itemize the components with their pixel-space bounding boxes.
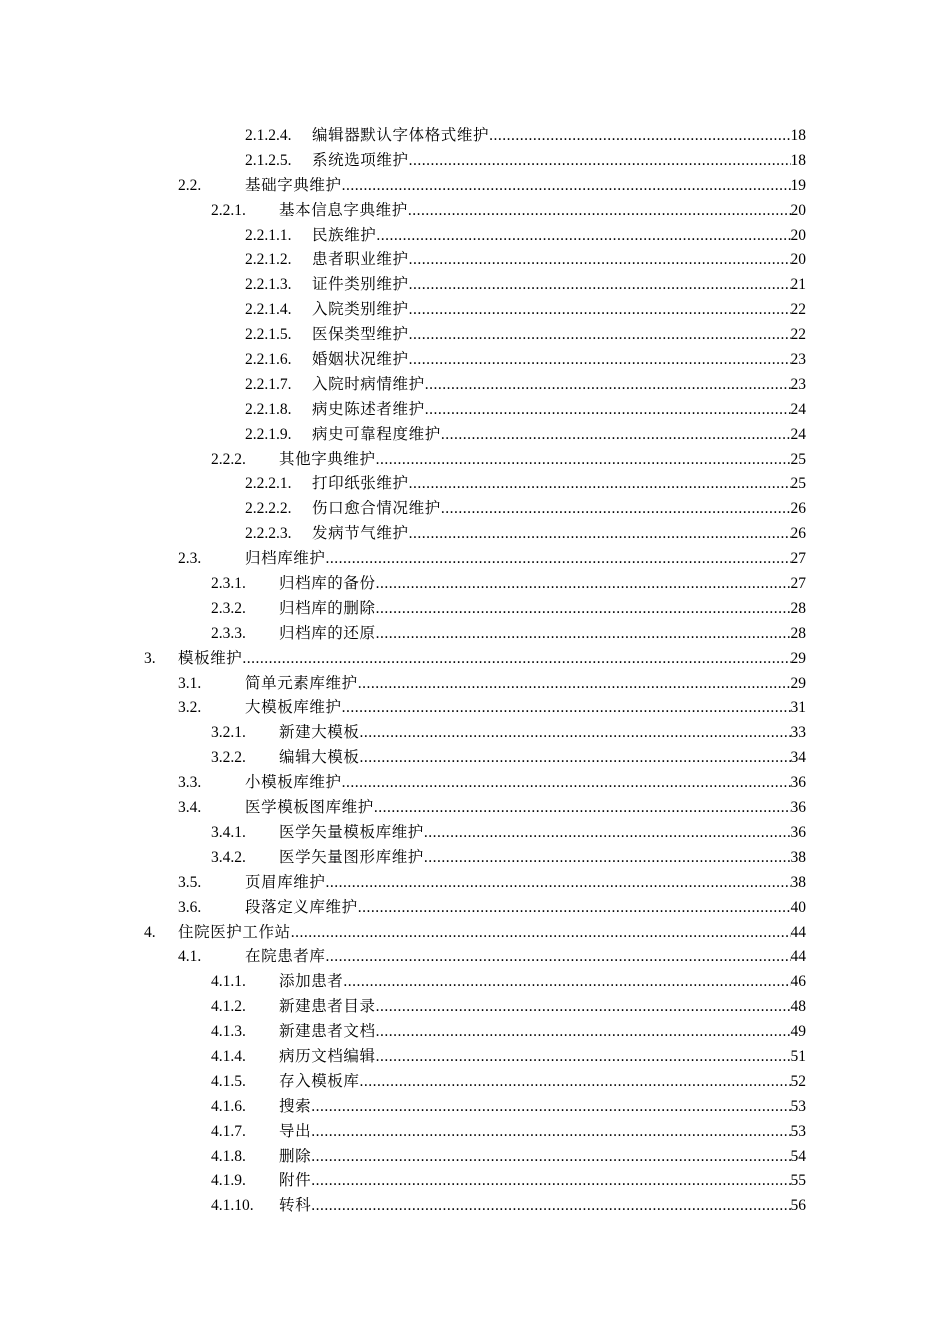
toc-entry-page-number: 40: [790, 898, 806, 916]
toc-entry-page-number: 53: [790, 1097, 806, 1115]
toc-entry-title[interactable]: 伤口愈合情况维护: [312, 500, 441, 518]
toc-entry[interactable]: [0, 373, 950, 398]
toc-dot-leader: [358, 896, 791, 921]
toc-entry-page-number: 22: [790, 301, 806, 319]
toc-entry-page-number: 56: [790, 1197, 806, 1215]
toc-entry[interactable]: [0, 398, 950, 423]
toc-entry-number: 2.2.1.9.: [245, 425, 292, 443]
toc-entry-page-number: 33: [790, 724, 806, 742]
toc-entry-title[interactable]: 归档库维护: [245, 550, 326, 568]
toc-entry-title[interactable]: 入院时病情维护: [312, 375, 425, 393]
toc-entry-title[interactable]: 住院医护工作站: [178, 923, 291, 941]
toc-entry[interactable]: [0, 796, 950, 821]
toc-entry-title[interactable]: 模板维护: [178, 649, 243, 667]
toc-entry-page-number: 18: [790, 151, 806, 169]
toc-dot-leader: [311, 1120, 790, 1145]
toc-entry-page-number: 28: [790, 599, 806, 617]
toc-entry[interactable]: [0, 1120, 950, 1145]
toc-entry-line: [279, 448, 806, 473]
toc-entry-page-number: 36: [790, 799, 806, 817]
toc-dot-leader: [376, 224, 790, 249]
toc-entry-line: [178, 921, 806, 946]
toc-entry-line: [312, 398, 806, 423]
toc-entry-title[interactable]: 附件: [279, 1172, 312, 1190]
toc-dot-leader: [441, 497, 791, 522]
toc-entry-title[interactable]: 发病节气维护: [312, 525, 409, 543]
toc-entry-number: 2.3.1.: [211, 575, 246, 593]
toc-entry-page-number: 26: [790, 500, 806, 518]
toc-entry-page-number: 18: [790, 127, 806, 144]
toc-entry-title[interactable]: 医保类型维护: [312, 326, 409, 344]
toc-dot-leader: [291, 921, 791, 946]
toc-entry[interactable]: [0, 547, 950, 572]
toc-entry-line: [279, 597, 806, 622]
toc-entry-title[interactable]: 打印纸张维护: [312, 475, 409, 493]
toc-entry-title[interactable]: 基本信息字典维护: [279, 201, 408, 219]
toc-dot-leader: [360, 721, 791, 746]
toc-entry[interactable]: [0, 1095, 950, 1120]
toc-entry-line: [312, 472, 806, 497]
toc-entry-number: 4.1.5.: [211, 1072, 246, 1090]
toc-entry[interactable]: [0, 149, 950, 174]
toc-entry-line: [178, 647, 806, 672]
toc-dot-leader: [409, 323, 791, 348]
toc-entry-line: [279, 1095, 806, 1120]
toc-entry-title[interactable]: 病历文档编辑: [279, 1047, 376, 1065]
toc-entry[interactable]: [0, 1020, 950, 1045]
toc-entry-number: 2.3.: [178, 550, 202, 568]
toc-entry-number: 4.1.7.: [211, 1122, 246, 1140]
toc-entry-number: 2.3.2.: [211, 599, 246, 617]
toc-entry-number: 4.1.3.: [211, 1023, 246, 1041]
toc-dot-leader: [409, 472, 791, 497]
toc-entry-line: [312, 298, 806, 323]
toc-dot-leader: [376, 1020, 791, 1045]
toc-entry-page-number: 29: [790, 649, 806, 667]
toc-entry-page-number: 54: [790, 1147, 806, 1165]
toc-entry-title[interactable]: 证件类别维护: [312, 276, 409, 294]
toc-entry-number: 2.2.1.7.: [245, 375, 292, 393]
toc-entry-number: 2.3.3.: [211, 624, 246, 642]
toc-entry-number: 3.3.: [178, 774, 202, 792]
toc-entry-number: 2.2.1.6.: [245, 351, 292, 369]
toc-entry-page-number: 23: [790, 351, 806, 369]
toc-entry-title[interactable]: 删除: [279, 1147, 312, 1165]
toc-entry-page-number: 24: [790, 425, 806, 443]
toc-entry-number: 2.2.1.1.: [245, 226, 292, 244]
toc-entry-number: 3.5.: [178, 873, 202, 891]
toc-dot-leader: [360, 1070, 791, 1095]
toc-dot-leader: [425, 373, 791, 398]
toc-entry-line: [279, 1169, 806, 1194]
toc-entry-number: 3.: [144, 649, 156, 667]
toc-entry-number: 2.1.2.5.: [245, 151, 292, 169]
toc-entry-title[interactable]: 患者职业维护: [312, 251, 409, 269]
toc-dot-leader: [311, 1169, 790, 1194]
toc-entry[interactable]: [0, 1145, 950, 1170]
toc-entry[interactable]: [0, 1070, 950, 1095]
toc-dot-leader: [489, 124, 790, 149]
toc-entry-title[interactable]: 编辑器默认字体格式维护: [312, 127, 490, 144]
toc-entry[interactable]: [0, 248, 950, 273]
toc-entry[interactable]: [0, 995, 950, 1020]
toc-entry[interactable]: [0, 1194, 950, 1219]
toc-entry-title[interactable]: 添加患者: [279, 973, 344, 991]
toc-entry-number: 2.2.2.1.: [245, 475, 292, 493]
toc-entry-line: [279, 1194, 806, 1219]
toc-dot-leader: [376, 572, 791, 597]
toc-dot-leader: [376, 995, 791, 1020]
toc-entry-title[interactable]: 归档库的还原: [279, 624, 376, 642]
toc-entry-number: 2.2.1.5.: [245, 326, 292, 344]
toc-dot-leader: [376, 597, 791, 622]
toc-entry-line: [279, 995, 806, 1020]
toc-entry-page-number: 27: [790, 575, 806, 593]
toc-entry-title[interactable]: 编辑大模板: [279, 749, 360, 767]
toc-dot-leader: [376, 448, 791, 473]
toc-entry-line: [279, 1045, 806, 1070]
toc-dot-leader: [326, 547, 791, 572]
toc-entry-number: 3.4.: [178, 799, 202, 817]
toc-entry-number: 4.1.4.: [211, 1047, 246, 1065]
toc-entry-number: 4.: [144, 923, 156, 941]
toc-entry-line: [279, 572, 806, 597]
toc-entry-line: [279, 970, 806, 995]
toc-dot-leader: [360, 746, 791, 771]
toc-entry-number: 3.1.: [178, 674, 202, 692]
toc-dot-leader: [358, 672, 791, 697]
toc-entry-page-number: 38: [790, 873, 806, 891]
toc-entry-line: [245, 871, 806, 896]
toc-dot-leader: [424, 821, 791, 846]
table-of-contents: [0, 124, 950, 1219]
toc-entry-number: 4.1.1.: [211, 973, 246, 991]
toc-dot-leader: [424, 846, 791, 871]
toc-entry-line: [312, 373, 806, 398]
toc-dot-leader: [409, 248, 791, 273]
toc-entry-line: [245, 771, 806, 796]
toc-entry-title[interactable]: 搜索: [279, 1097, 312, 1115]
toc-dot-leader: [311, 1145, 790, 1170]
toc-entry-number: 4.1.10.: [211, 1197, 254, 1215]
toc-dot-leader: [408, 199, 791, 224]
toc-entry-page-number: 48: [790, 998, 806, 1016]
toc-entry-title[interactable]: 新建患者目录: [279, 998, 376, 1016]
toc-dot-leader: [311, 1194, 790, 1219]
toc-entry-number: 3.2.: [178, 699, 202, 717]
toc-entry-title[interactable]: 医学矢量图形库维护: [279, 848, 424, 866]
toc-entry[interactable]: [0, 572, 950, 597]
toc-entry-title[interactable]: 小模板库维护: [245, 774, 342, 792]
toc-entry-line: [279, 721, 806, 746]
toc-entry-line: [312, 423, 806, 448]
toc-entry-line: [279, 846, 806, 871]
toc-entry-title[interactable]: 医学矢量模板库维护: [279, 823, 424, 841]
toc-dot-leader: [409, 298, 791, 323]
toc-dot-leader: [342, 696, 791, 721]
toc-entry-line: [312, 124, 806, 149]
toc-entry-line: [312, 497, 806, 522]
toc-entry-page-number: 49: [790, 1023, 806, 1041]
toc-entry-page-number: 24: [790, 400, 806, 418]
toc-entry-line: [312, 273, 806, 298]
toc-entry-line: [279, 1120, 806, 1145]
toc-entry-page-number: 25: [790, 475, 806, 493]
toc-entry[interactable]: [0, 696, 950, 721]
toc-entry[interactable]: [0, 721, 950, 746]
toc-dot-leader: [342, 174, 791, 199]
toc-dot-leader: [441, 423, 791, 448]
toc-entry[interactable]: [0, 771, 950, 796]
toc-entry-line: [279, 821, 806, 846]
toc-entry-number: 3.2.1.: [211, 724, 246, 742]
toc-dot-leader: [376, 622, 791, 647]
toc-dot-leader: [326, 871, 791, 896]
toc-entry[interactable]: [0, 821, 950, 846]
toc-dot-leader: [242, 647, 790, 672]
toc-entry-number: 2.2.1.2.: [245, 251, 292, 269]
toc-entry-page-number: 20: [790, 226, 806, 244]
toc-entry[interactable]: [0, 871, 950, 896]
toc-entry-title[interactable]: 转科: [279, 1197, 312, 1215]
toc-entry-page-number: 29: [790, 674, 806, 692]
toc-entry-number: 3.4.1.: [211, 823, 246, 841]
toc-dot-leader: [311, 1095, 790, 1120]
toc-entry-number: 4.1.2.: [211, 998, 246, 1016]
toc-entry[interactable]: [0, 896, 950, 921]
toc-entry-number: 2.2.2.3.: [245, 525, 292, 543]
toc-entry-title[interactable]: 其他字典维护: [279, 450, 376, 468]
toc-entry-number: 2.2.1.3.: [245, 276, 292, 294]
toc-entry-title[interactable]: 页眉库维护: [245, 873, 326, 891]
toc-entry-line: [312, 348, 806, 373]
toc-entry[interactable]: [0, 846, 950, 871]
toc-entry-page-number: 52: [790, 1072, 806, 1090]
toc-dot-leader: [409, 522, 791, 547]
toc-entry-page-number: 38: [790, 848, 806, 866]
toc-dot-leader: [374, 796, 791, 821]
toc-entry-title[interactable]: 入院类别维护: [312, 301, 409, 319]
toc-entry-title[interactable]: 民族维护: [312, 226, 377, 244]
toc-entry-line: [279, 1070, 806, 1095]
toc-entry-number: 3.6.: [178, 898, 202, 916]
toc-entry[interactable]: [0, 348, 950, 373]
toc-dot-leader: [409, 348, 791, 373]
toc-entry-line: [245, 796, 806, 821]
toc-entry-page-number: 21: [790, 276, 806, 294]
toc-entry-line: [312, 248, 806, 273]
toc-entry-number: 2.2.2.: [211, 450, 246, 468]
toc-entry-page-number: 28: [790, 624, 806, 642]
toc-entry-line: [279, 1145, 806, 1170]
toc-entry-line: [245, 174, 806, 199]
toc-entry-number: 2.2.: [178, 176, 202, 194]
toc-entry-title[interactable]: 新建患者文档: [279, 1023, 376, 1041]
toc-dot-leader: [376, 1045, 791, 1070]
toc-entry-number: 2.1.2.4.: [245, 127, 292, 144]
toc-entry-line: [312, 522, 806, 547]
toc-entry-page-number: 19: [790, 176, 806, 194]
toc-entry-title[interactable]: 简单元素库维护: [245, 674, 358, 692]
toc-entry[interactable]: [0, 522, 950, 547]
toc-entry-title[interactable]: 婚姻状况维护: [312, 351, 409, 369]
toc-dot-leader: [343, 970, 790, 995]
toc-entry-page-number: 20: [790, 251, 806, 269]
toc-entry[interactable]: [0, 224, 950, 249]
toc-entry[interactable]: [0, 448, 950, 473]
toc-entry-number: 3.4.2.: [211, 848, 246, 866]
toc-entry-line: [245, 945, 806, 970]
toc-entry-title[interactable]: 病史陈述者维护: [312, 400, 425, 418]
toc-dot-leader: [425, 398, 791, 423]
toc-entry-line: [312, 224, 806, 249]
toc-entry-page-number: 44: [790, 948, 806, 966]
toc-entry-number: 2.2.2.2.: [245, 500, 292, 518]
toc-entry-line: [279, 199, 806, 224]
toc-entry-title[interactable]: 归档库的备份: [279, 575, 376, 593]
toc-entry-title[interactable]: 医学模板图库维护: [245, 799, 374, 817]
toc-entry-page-number: 36: [790, 774, 806, 792]
toc-entry-page-number: 22: [790, 326, 806, 344]
toc-entry-line: [279, 622, 806, 647]
toc-dot-leader: [409, 273, 791, 298]
toc-entry-title[interactable]: 在院患者库: [245, 948, 326, 966]
toc-entry[interactable]: [0, 970, 950, 995]
toc-entry-page-number: 20: [790, 201, 806, 219]
toc-entry-page-number: 31: [790, 699, 806, 717]
toc-entry-page-number: 44: [790, 923, 806, 941]
toc-entry-number: 4.1.9.: [211, 1172, 246, 1190]
toc-entry-title[interactable]: 存入模板库: [279, 1072, 360, 1090]
toc-entry[interactable]: [0, 174, 950, 199]
toc-entry-line: [245, 896, 806, 921]
toc-entry[interactable]: [0, 298, 950, 323]
toc-entry-line: [312, 323, 806, 348]
toc-entry-line: [245, 547, 806, 572]
toc-entry-title[interactable]: 导出: [279, 1122, 312, 1140]
toc-entry[interactable]: [0, 273, 950, 298]
toc-entry[interactable]: [0, 746, 950, 771]
toc-entry-title[interactable]: 归档库的删除: [279, 599, 376, 617]
toc-entry[interactable]: [0, 622, 950, 647]
toc-entry-number: 4.1.: [178, 948, 202, 966]
toc-entry[interactable]: [0, 124, 950, 149]
toc-entry[interactable]: [0, 1045, 950, 1070]
toc-entry-title[interactable]: 新建大模板: [279, 724, 360, 742]
toc-entry[interactable]: [0, 921, 950, 946]
toc-entry-title[interactable]: 系统选项维护: [312, 151, 409, 169]
toc-entry[interactable]: [0, 672, 950, 697]
toc-entry-page-number: 26: [790, 525, 806, 543]
toc-entry-line: [312, 149, 806, 174]
toc-entry[interactable]: [0, 323, 950, 348]
toc-dot-leader: [326, 945, 791, 970]
toc-entry-title[interactable]: 病史可靠程度维护: [312, 425, 441, 443]
toc-entry-number: 4.1.6.: [211, 1097, 246, 1115]
toc-entry-line: [245, 672, 806, 697]
toc-entry-page-number: 36: [790, 823, 806, 841]
toc-entry-number: 4.1.8.: [211, 1147, 246, 1165]
toc-entry-page-number: 46: [790, 973, 806, 991]
toc-entry[interactable]: [0, 647, 950, 672]
toc-entry[interactable]: [0, 497, 950, 522]
toc-entry-page-number: 23: [790, 375, 806, 393]
toc-entry-number: 2.2.1.8.: [245, 400, 292, 418]
toc-entry-page-number: 51: [790, 1047, 806, 1065]
toc-entry[interactable]: [0, 945, 950, 970]
toc-entry-page-number: 34: [790, 749, 806, 767]
toc-entry-title[interactable]: 基础字典维护: [245, 176, 342, 194]
toc-entry[interactable]: [0, 597, 950, 622]
toc-entry[interactable]: [0, 423, 950, 448]
toc-dot-leader: [409, 149, 791, 174]
toc-entry[interactable]: [0, 1169, 950, 1194]
toc-entry-line: [279, 746, 806, 771]
toc-entry-line: [245, 696, 806, 721]
toc-entry[interactable]: [0, 199, 950, 224]
toc-entry-page-number: 25: [790, 450, 806, 468]
toc-entry-title[interactable]: 大模板库维护: [245, 699, 342, 717]
toc-entry-number: 2.2.1.4.: [245, 301, 292, 319]
toc-entry-title[interactable]: 段落定义库维护: [245, 898, 358, 916]
toc-entry-page-number: 27: [790, 550, 806, 568]
toc-entry-line: [279, 1020, 806, 1045]
toc-dot-leader: [342, 771, 791, 796]
toc-entry-number: 2.2.1.: [211, 201, 246, 219]
toc-entry-number: 3.2.2.: [211, 749, 246, 767]
toc-entry[interactable]: [0, 472, 950, 497]
toc-entry-page-number: 55: [790, 1172, 806, 1190]
toc-entry-page-number: 53: [790, 1122, 806, 1140]
